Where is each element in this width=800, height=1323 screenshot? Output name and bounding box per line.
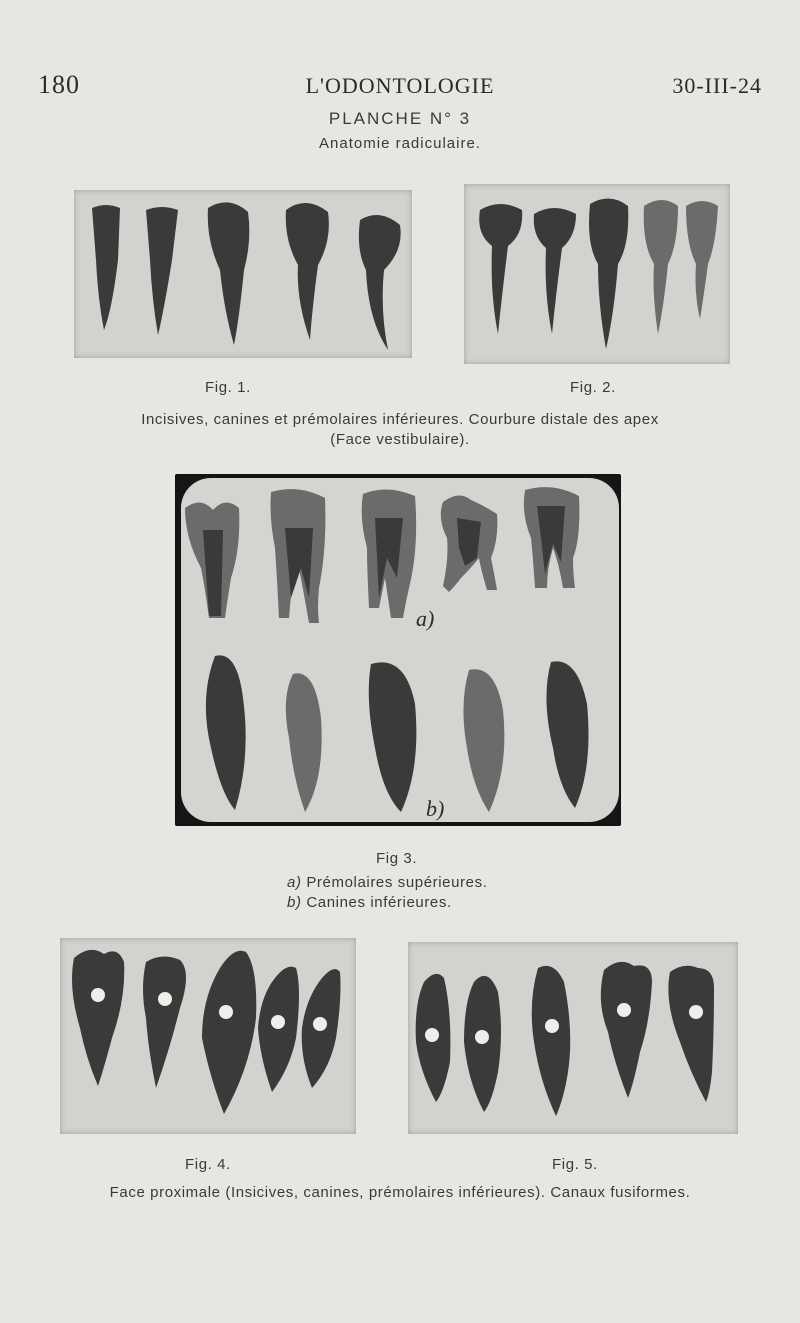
fig45-caption: Face proximale (Insicives, canines, prémolaires inférieures). Canaux fusiformes. bbox=[109, 1184, 691, 1201]
fig5-photo bbox=[408, 942, 738, 1134]
fig1-label: Fig. 1. bbox=[205, 379, 251, 396]
fig12-caption-line1: Incisives, canines et prémolaires inférieures. Courbure distale des apex bbox=[141, 411, 659, 428]
fig3-item-b-marker: b) bbox=[287, 894, 302, 911]
plate-title: PLANCHE N° 3 bbox=[328, 109, 472, 128]
fig2-label: Fig. 2. bbox=[570, 379, 616, 396]
fig3-photo-label-b: b) bbox=[426, 796, 445, 821]
fig3-item-b-text: Canines inférieures. bbox=[306, 894, 452, 911]
fig3-item-a-marker: a) bbox=[287, 874, 302, 891]
plate-subtitle: Anatomie radiculaire. bbox=[319, 135, 481, 152]
fig2-photo bbox=[464, 184, 730, 364]
fig4-label: Fig. 4. bbox=[185, 1156, 231, 1173]
page-number: 180 bbox=[38, 70, 80, 99]
fig4-photo bbox=[60, 938, 356, 1134]
journal-title: L'ODONTOLOGIE bbox=[305, 73, 495, 98]
fig12-caption-line2: (Face vestibulaire). bbox=[330, 431, 470, 448]
issue-date: 30-III-24 bbox=[672, 73, 762, 98]
fig1-photo bbox=[74, 190, 412, 358]
fig3-photo-label-a: a) bbox=[416, 606, 435, 631]
fig3-item-b bbox=[287, 894, 452, 911]
fig3-item-a-text: Prémolaires supérieures. bbox=[306, 874, 488, 891]
fig3-label: Fig 3. bbox=[376, 850, 418, 867]
fig5-label: Fig. 5. bbox=[552, 1156, 598, 1173]
fig3-photo bbox=[175, 474, 621, 826]
fig3-item-a bbox=[287, 874, 487, 891]
